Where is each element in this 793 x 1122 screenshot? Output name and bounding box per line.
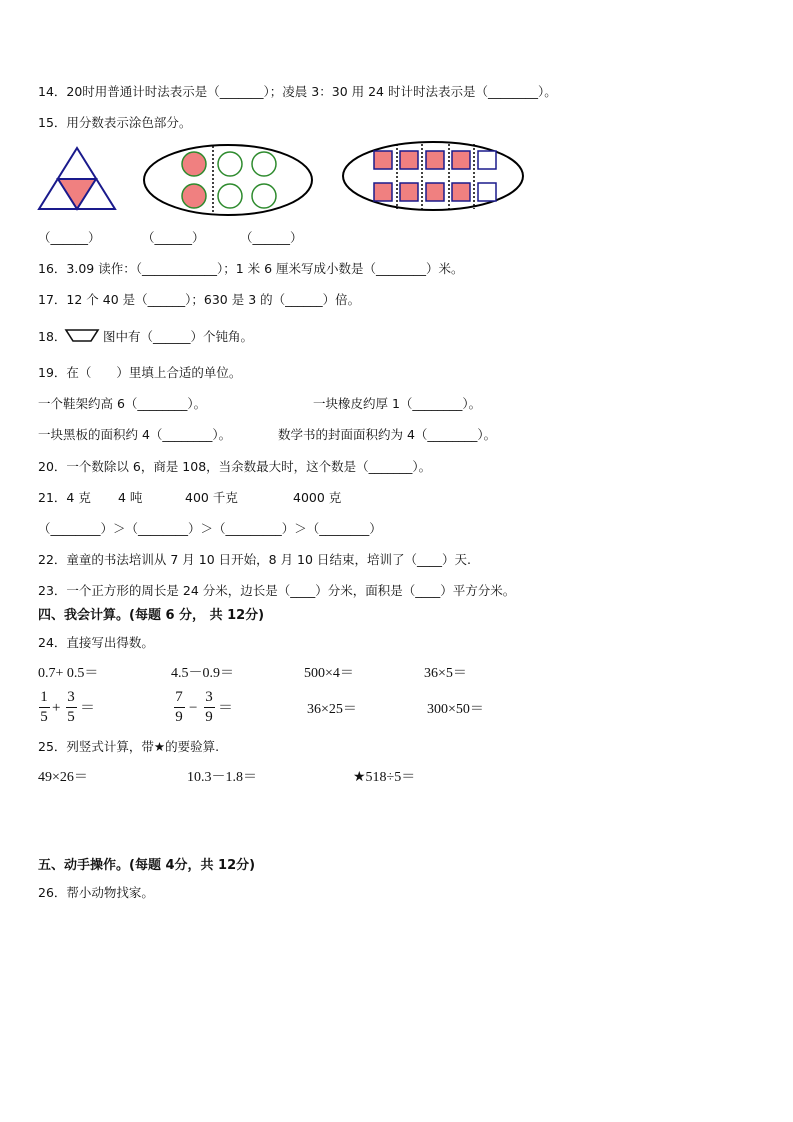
q15-blank-3[interactable]: （______）	[240, 230, 303, 245]
plus-operator: +	[52, 700, 61, 716]
q15-blank-2[interactable]: （______）	[142, 230, 205, 245]
section-5-heading: 五、动手操作。(每题 4分，共 12分)	[38, 858, 256, 873]
q15-blank-1[interactable]: （______）	[38, 230, 101, 245]
q24-fraction-difference	[173, 690, 235, 730]
minus-operator: −	[189, 700, 198, 716]
q24-calc-6: 300×50＝	[427, 702, 484, 717]
shaded-triangle-figure	[38, 146, 118, 212]
numerator: 3	[205, 689, 213, 705]
question-26: 26．帮小动物找家。	[38, 885, 154, 900]
question-24: 24．直接写出得数。	[38, 635, 154, 650]
trapezoid-icon	[65, 329, 99, 343]
q19-item-a: 一个鞋架约高 6（________）。	[38, 396, 207, 411]
denominator: 5	[40, 709, 48, 725]
question-14: 14．20时用普通计时法表示是（_______）；凌晨 3：30 用 24 时计时法表示是（________）。	[38, 84, 557, 99]
q21-item-2: 4 吨	[118, 490, 143, 505]
question-17: 17．12 个 40 是（______）；630 是 3 的（______）倍。	[38, 292, 361, 307]
question-18-text: 图中有（______）个钝角。	[103, 329, 254, 344]
denominator: 9	[205, 709, 213, 725]
fraction-bar	[204, 707, 215, 708]
q24-calc-4: 36×5＝	[424, 666, 467, 681]
question-19: 19．在（ ）里填上合适的单位。	[38, 365, 242, 380]
question-22: 22．童童的书法培训从 7 月 10 日开始，8 月 10 日结束，培训了（____）天.	[38, 552, 471, 567]
q25-calc-2: 10.3－1.8＝	[187, 770, 257, 785]
numerator: 7	[175, 689, 183, 705]
q24-fraction-sum	[38, 690, 98, 730]
question-16: 16．3.09 读作：（____________）；1 米 6 厘米写成小数是（________）米。	[38, 261, 464, 276]
numerator: 3	[67, 689, 75, 705]
section-4-heading: 四、我会计算。(每题 6 分， 共 12分)	[38, 608, 265, 623]
q21-item-3: 400 千克	[185, 490, 238, 505]
q19-item-c: 一块黑板的面积约 4（________）。	[38, 427, 232, 442]
shaded-circles-figure	[143, 143, 315, 218]
fraction-bar	[66, 707, 77, 708]
shaded-squares-figure	[342, 141, 524, 213]
question-25: 25．列竖式计算，带★的要验算.	[38, 739, 220, 754]
question-15: 15．用分数表示涂色部分。	[38, 115, 192, 130]
q21-item-1: 21．4 克	[38, 490, 91, 505]
q24-calc-3: 500×4＝	[304, 666, 354, 681]
q19-item-b: 一块橡皮约厚 1（________）。	[313, 396, 482, 411]
numerator: 1	[40, 689, 48, 705]
denominator: 9	[175, 709, 183, 725]
q19-item-d: 数学书的封面面积约为 4（________）。	[278, 427, 497, 442]
question-18-number: 18．	[38, 329, 67, 344]
q21-item-4: 4000 克	[293, 490, 342, 505]
q24-calc-5: 36×25＝	[307, 702, 357, 717]
q24-calc-2: 4.5－0.9＝	[171, 666, 234, 681]
fraction-bar	[39, 707, 50, 708]
q21-order-blanks[interactable]: （________）＞（________）＞（_________）＞（________）	[38, 521, 382, 536]
equals-sign: ＝	[80, 700, 96, 716]
fraction-bar	[174, 707, 185, 708]
equals-sign: ＝	[218, 700, 234, 716]
denominator: 5	[67, 709, 75, 725]
q25-calc-3-starred: ★518÷5＝	[353, 770, 416, 785]
q24-calc-1: 0.7+ 0.5＝	[38, 666, 99, 681]
question-23: 23．一个正方形的周长是 24 分米，边长是（____）分米，面积是（____）平方分米。	[38, 583, 516, 598]
question-20: 20．一个数除以 6，商是 108，当余数最大时，这个数是（_______）。	[38, 459, 432, 474]
q25-calc-1: 49×26＝	[38, 770, 88, 785]
